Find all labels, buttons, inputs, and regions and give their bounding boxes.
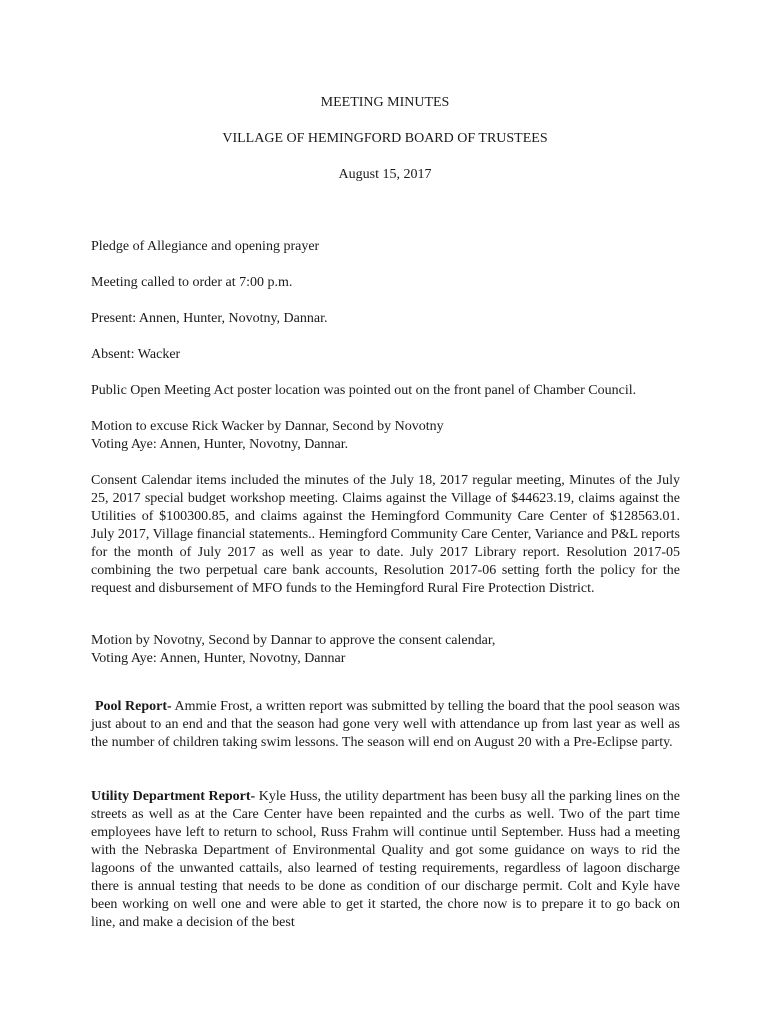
motion-excuse-line: Motion to excuse Rick Wacker by Dannar, Second by Novotny — [91, 419, 444, 434]
pool-report-heading: Pool Report- — [95, 699, 172, 714]
motion-excuse-block — [91, 418, 680, 454]
present-line: Present: Annen, Hunter, Novotny, Dannar. — [91, 311, 328, 326]
pool-report-paragraph — [91, 698, 680, 752]
voting-excuse-line: Voting Aye: Annen, Hunter, Novotny, Dannar. — [91, 437, 349, 452]
absent-line: Absent: Wacker — [91, 347, 181, 362]
motion-consent-block — [91, 632, 680, 668]
utility-report-text: Kyle Huss, the utility department has been busy all the parking lines on the streets as well as at the Care Center have been repainted and the curbs as well. Two of the part time employees have left to return to school, Russ Frahm will continue until September. Huss had a meeting with the Nebraska Department of Environmental Quality and got some guidance on ways to rid the lagoons of the unwanted cattails, also learned of testing requirements, regardless of lagoon discharge there is annual testing that needs to be done as condition of our discharge permit. Colt and Kyle have been working on well one and were able to get it started, the chore now is to prepare it to go back on line, and make a decision of the best — [91, 789, 680, 930]
voting-consent-line: Voting Aye: Annen, Hunter, Novotny, Dannar — [91, 651, 346, 666]
utility-report-heading: Utility Department Report- — [91, 789, 256, 804]
called-to-order-line: Meeting called to order at 7:00 p.m. — [91, 275, 293, 290]
utility-report-paragraph — [91, 788, 680, 932]
poster-line: Public Open Meeting Act poster location was pointed out on the front panel of Chamber Council. — [91, 383, 637, 398]
motion-consent-line: Motion by Novotny, Second by Dannar to approve the consent calendar, — [91, 633, 496, 648]
organization-name: VILLAGE OF HEMINGFORD BOARD OF TRUSTEES — [222, 131, 548, 146]
meeting-date: August 15, 2017 — [338, 167, 432, 182]
pool-report-text: Ammie Frost, a written report was submitted by telling the board that the pool season was just about to an end and that the season had gone very well with attendance up from last year as well as the number of children taking swim lessons. The season will end on August 20 with a Pre-Eclipse party. — [91, 699, 680, 750]
document-title: MEETING MINUTES — [320, 95, 450, 110]
consent-calendar-paragraph: Consent Calendar items included the minutes of the July 18, 2017 regular meeting, Minutes of the July 25, 2017 special budget workshop meeting. Claims against the Village of $44623.19, claims against the Utilities of $100300.85, and claims against the Hemingford Community Care Center of $128563.01. July 2017, Village financial statements.. Hemingford Community Care Center, Variance and P&L reports for the month of July 2017 as well as year to date. July 2017 Library report. Resolution 2017-05 combining the two perpetual care bank accounts, Resolution 2017-06 setting forth the policy for the request and disbursement of MFO funds to the Hemingford Rural Fire Protection District. — [91, 473, 680, 596]
pledge-line: Pledge of Allegiance and opening prayer — [91, 239, 320, 254]
